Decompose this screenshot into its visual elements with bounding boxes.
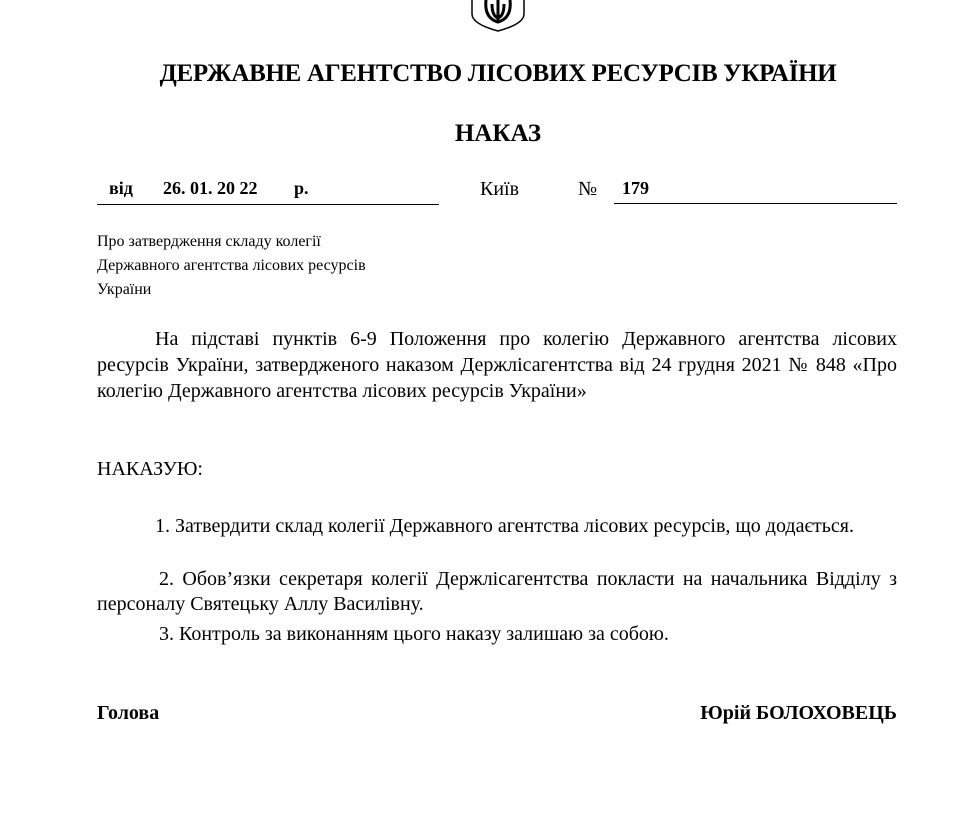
preamble: На підставі пунктів 6-9 Положення про колегію Державного агентства лісових ресурсів України, затвердженого наказом Держлісагентства від 24 грудня 2021 № 848 «Про колегію Державного агентства лісових ресурсів України» [97, 328, 897, 402]
subject-line: Про затвердження складу колегії [97, 233, 321, 250]
order-word: НАКАЗУЮ: [97, 458, 203, 480]
order-item: 1. Затвердити склад колегії Державного агентства лісових ресурсів, що додається. [155, 515, 854, 537]
order-item: 3. Контроль за виконанням цього наказу залишаю за собою. [159, 623, 669, 645]
date-value: 26. 01. 20 22 [163, 178, 258, 198]
signatory-position: Голова [97, 702, 160, 724]
document-type: НАКАЗ [454, 120, 542, 147]
subject-line: Державного агентства лісових ресурсів [97, 257, 366, 274]
coat-of-arms-icon [470, 0, 526, 32]
signatory-name: Юрій БОЛОХОВЕЦЬ [700, 702, 897, 724]
year-suffix: р. [294, 178, 309, 198]
agency-title: ДЕРЖАВНЕ АГЕНТСТВО ЛІСОВИХ РЕСУРСІВ УКРАЇНИ [159, 60, 837, 87]
number-sign: № [578, 178, 598, 200]
order-number: 179 [614, 178, 897, 204]
subject-line: України [97, 281, 152, 298]
date-field [97, 178, 439, 205]
order-item: 2. Обов’язки секретаря колегії Держлісагентства покласти на начальника Відділу з персоналу Святецьку Аллу Василівну. [97, 568, 897, 615]
from-label: від [109, 178, 133, 198]
subject [97, 230, 366, 302]
city: Київ [480, 178, 520, 200]
